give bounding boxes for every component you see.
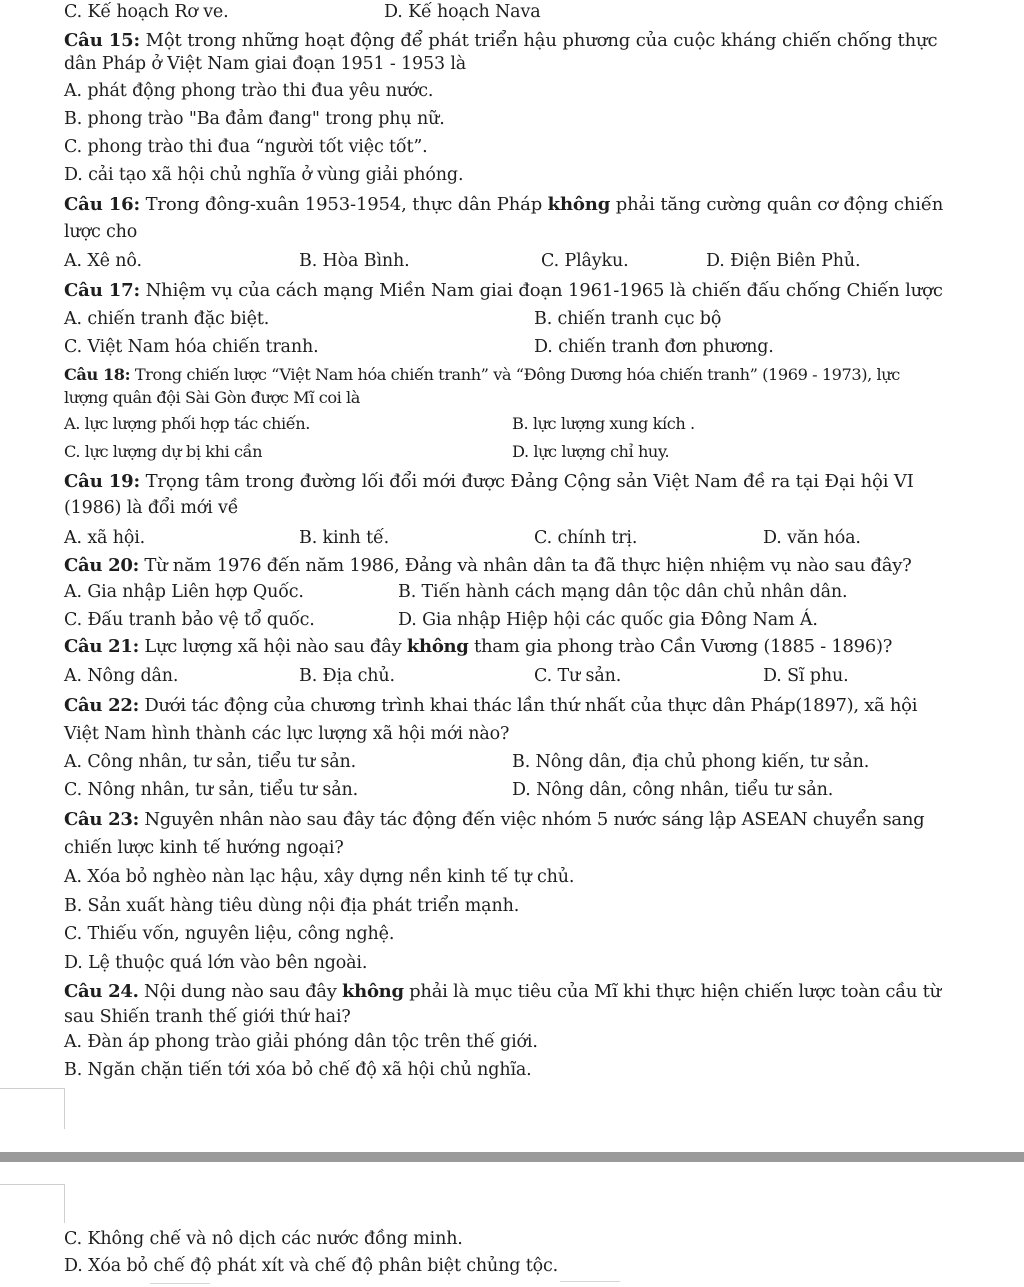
question-17-option-b: B. chiến tranh cục bộ (534, 309, 722, 329)
question-23-option-d: D. Lệ thuộc quá lớn vào bên ngoài. (64, 953, 368, 973)
question-18-option-b: B. lực lượng xung kích . (512, 414, 695, 433)
question-24-option-d: D. Xóa bỏ chế độ phát xít và chế độ phân biệt chủng tộc. (64, 1256, 559, 1276)
question-21-stem: Câu 21: Lực lượng xã hội nào sau đây không tham gia phong trào Cần Vương (1885 - 1896)? (64, 636, 893, 657)
question-23-stem-cont: chiến lược kinh tế hướng ngoại? (64, 838, 344, 858)
question-18-option-a: A. lực lượng phối hợp tác chiến. (64, 414, 310, 433)
question-21-option-b: B. Địa chủ. (299, 666, 395, 686)
question-24-stem-cont: sau Shiến tranh thế giới thứ hai? (64, 1007, 351, 1027)
question-22-option-b: B. Nông dân, địa chủ phong kiến, tư sản. (512, 752, 870, 772)
question-18-stem-cont: lượng quân đội Sài Gòn được Mĩ coi là (64, 388, 360, 407)
question-15-option-b: B. phong trào "Ba đảm đang" trong phụ nữ. (64, 109, 445, 129)
question-24-option-c: C. Không chế và nô dịch các nước đồng minh. (64, 1229, 463, 1249)
question-22-stem: Câu 22: Dưới tác động của chương trình khai thác lần thứ nhất của thực dân Pháp(1897), xã hội (64, 695, 918, 716)
question-20-option-d: D. Gia nhập Hiệp hội các quốc gia Đông Nam Á. (398, 610, 818, 630)
question-19-stem-cont: (1986) là đổi mới về (64, 498, 239, 518)
question-15-option-a: A. phát động phong trào thi đua yêu nước. (64, 81, 434, 101)
question-23-option-a: A. Xóa bỏ nghèo nàn lạc hậu, xây dựng nền kinh tế tự chủ. (64, 867, 575, 887)
question-18-option-d: D. lực lượng chỉ huy. (512, 442, 670, 461)
question-23-option-c: C. Thiếu vốn, nguyên liệu, công nghệ. (64, 924, 395, 944)
question-19-option-d: D. văn hóa. (763, 528, 861, 548)
question-20-option-a: A. Gia nhập Liên hợp Quốc. (64, 582, 304, 602)
question-21-option-d: D. Sĩ phu. (763, 666, 849, 686)
question-17-stem: Câu 17: Nhiệm vụ của cách mạng Miền Nam giai đoạn 1961-1965 là chiến đấu chống Chiến lược (64, 280, 943, 301)
question-17-option-a: A. chiến tranh đặc biệt. (64, 309, 270, 329)
question-20-option-b: B. Tiến hành cách mạng dân tộc dân chủ nhân dân. (398, 582, 848, 602)
margin-mark (0, 1088, 65, 1129)
faint-mark (560, 1281, 620, 1282)
question-21-option-a: A. Nông dân. (64, 666, 179, 686)
question-20-option-c: C. Đấu tranh bảo vệ tổ quốc. (64, 610, 315, 630)
question-16-option-b: B. Hòa Bình. (299, 251, 410, 271)
faint-mark (150, 1283, 210, 1284)
question-16-option-d: D. Điện Biên Phủ. (706, 251, 861, 271)
question-23-stem: Câu 23: Nguyên nhân nào sau đây tác động đến việc nhóm 5 nước sáng lập ASEAN chuyển sang (64, 809, 925, 830)
question-24-option-b: B. Ngăn chặn tiến tới xóa bỏ chế độ xã hội chủ nghĩa. (64, 1060, 532, 1080)
question-15-stem-cont: dân Pháp ở Việt Nam giai đoạn 1951 - 1953 là (64, 54, 467, 74)
question-19-option-a: A. xã hội. (64, 528, 146, 548)
question-15-option-d: D. cải tạo xã hội chủ nghĩa ở vùng giải phóng. (64, 165, 464, 185)
margin-mark (0, 1184, 65, 1223)
question-19-option-b: B. kinh tế. (299, 528, 390, 548)
question-22-stem-cont: Việt Nam hình thành các lực lượng xã hội mới nào? (64, 724, 510, 744)
question-24-stem: Câu 24. Nội dung nào sau đây không phải là mục tiêu của Mĩ khi thực hiện chiến lược toàn cầu từ (64, 981, 941, 1002)
page-break-divider (0, 1152, 1024, 1162)
q14-option-d: D. Kế hoạch Nava (384, 2, 541, 22)
question-22-option-d: D. Nông dân, công nhân, tiểu tư sản. (512, 780, 834, 800)
question-24-option-a: A. Đàn áp phong trào giải phóng dân tộc trên thế giới. (64, 1032, 538, 1052)
question-16-option-a: A. Xê nô. (64, 251, 142, 271)
question-16-option-c: C. Plâyku. (541, 251, 629, 271)
question-17-option-c: C. Việt Nam hóa chiến tranh. (64, 337, 319, 357)
question-17-option-d: D. chiến tranh đơn phương. (534, 337, 774, 357)
question-20-stem: Câu 20: Từ năm 1976 đến năm 1986, Đảng và nhân dân ta đã thực hiện nhiệm vụ nào sau đây? (64, 555, 912, 576)
question-16-stem-cont: lược cho (64, 222, 138, 242)
question-15-stem: Câu 15: Một trong những hoạt động để phát triển hậu phương của cuộc kháng chiến chống thực (64, 30, 938, 51)
q14-option-c: C. Kế hoạch Rơ ve. (64, 2, 229, 22)
question-22-option-c: C. Nông nhân, tư sản, tiểu tư sản. (64, 780, 359, 800)
question-18-stem: Câu 18: Trong chiến lược “Việt Nam hóa chiến tranh” và “Đông Dương hóa chiến tranh” (1969 - 1973), lực (64, 365, 900, 384)
question-19-stem: Câu 19: Trọng tâm trong đường lối đổi mới được Đảng Cộng sản Việt Nam đề ra tại Đại hội VI (64, 471, 914, 492)
question-22-option-a: A. Công nhân, tư sản, tiểu tư sản. (64, 752, 357, 772)
question-16-stem: Câu 16: Trong đông-xuân 1953-1954, thực dân Pháp không phải tăng cường quân cơ động chiến (64, 194, 944, 215)
question-23-option-b: B. Sản xuất hàng tiêu dùng nội địa phát triển mạnh. (64, 896, 520, 916)
question-15-option-c: C. phong trào thi đua “người tốt việc tốt”. (64, 137, 428, 157)
question-19-option-c: C. chính trị. (534, 528, 638, 548)
question-21-option-c: C. Tư sản. (534, 666, 622, 686)
question-18-option-c: C. lực lượng dự bị khi cần (64, 442, 263, 461)
